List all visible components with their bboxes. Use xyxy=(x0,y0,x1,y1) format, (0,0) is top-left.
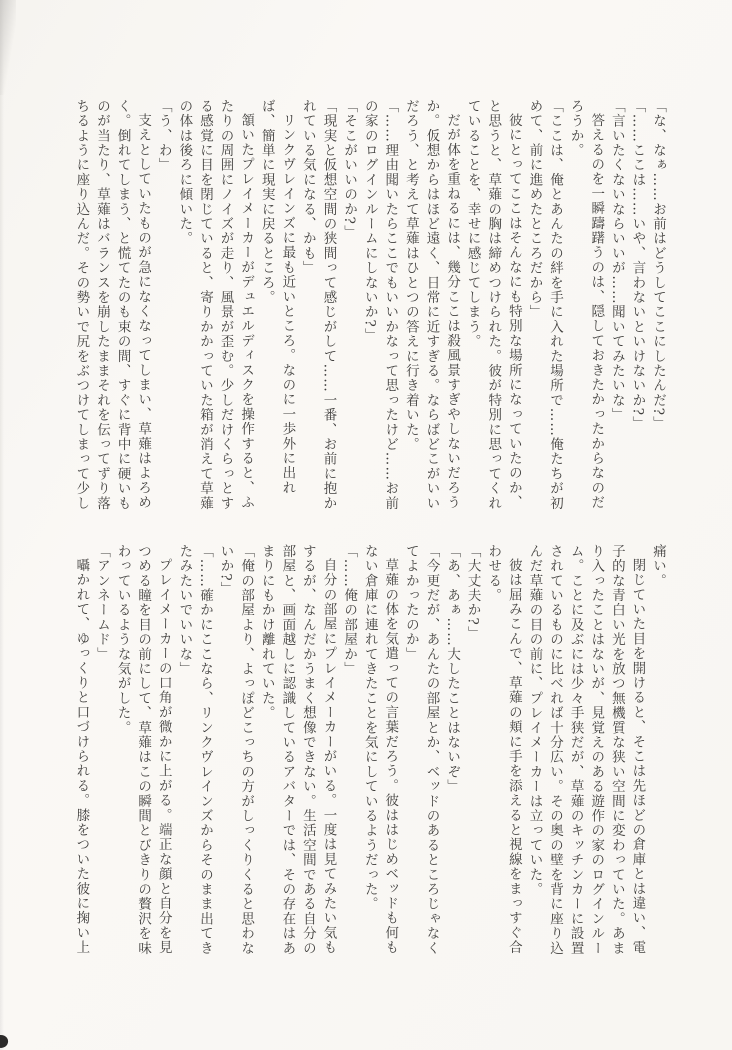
paragraph-narrative: リンクヴレインズに最も近いところ。なのに一歩外に出れば、簡単に現実に戻るところ。 xyxy=(258,99,296,495)
paragraph-dialogue: 「今更だが、あんたの部屋とか、ベッドのあるところじゃなくてよかったのか」 xyxy=(402,544,440,956)
paragraph-narrative: だが体を重ねるには、幾分ここは殺風景すぎやしないだろうか。仮想からはほど遠く、日常に近すぎる。ならばどこがいいだろう、と考えて草薙はひとつの答えに行き着いた。 xyxy=(402,99,461,511)
paragraph-dialogue: 「……俺の部屋か」 xyxy=(341,544,358,677)
paragraph-narrative: 閉じていた目を開けると、そこは先ほどの倉庫とは違い、電子的な青白い光を放つ無機質な狭い空間に変わっていた。あまり入ったことはないが、見覚えのある遊作の家のログインルーム。ことに及ぶには少々手狭だが、草薙のキッチンカーに設置されているものに比べれば十分広い。その奥の壁を背に座り込んだ草薙の目の前に、プレイメーカーは立っていた。 xyxy=(526,544,646,956)
page-number-partial-mark xyxy=(0,1034,9,1050)
paragraph-dialogue: 「大丈夫か?」 xyxy=(464,544,481,641)
paragraph-dialogue: 「言いたくないならいいが……聞いてみたいな」 xyxy=(608,99,625,423)
paragraph-narrative: 囁かれて、ゆっくりと口づけられる。膝をついた彼に掬い上 xyxy=(73,557,90,955)
paragraph-dialogue: 「……確かにここなら、リンクヴレインズからそのまま出てきたみたいでいいな」 xyxy=(176,544,213,956)
paragraph-dialogue: 「現実と仮想空間の狭間って感じがして……一番、お前に抱かれている気になる、かも」 xyxy=(299,99,337,511)
paragraph-narrative: 彼にとってここはそんなにも特別な場所になっていたのか、と思うと、草薙の胸は締めつけられた。彼が特別に思ってくれていることを、幸せに感じてしまう。 xyxy=(464,99,522,511)
paragraph-narrative: 頷いたプレイメーカーがデュエルディスクを操作すると、ふたりの周囲にノイズが走り、風景が歪む。少しだけくらっとする感覚に目を閉じていると、寄りかかっていた箱が消えて草薙の体は後ろに傾いた。 xyxy=(176,99,255,511)
scan-shadow-top-left xyxy=(0,0,16,95)
paragraph-narrative: 支えとしていたものが急になくなってしまい、草薙はよろめく。倒れてしまう、と慌てたのも束の間、すぐに背中に硬いものが当たり、草薙はバランスを崩したままそれを伝ってずり落ちるように座り込んだ。その勢いで尻をぶつけてしまって少し xyxy=(73,99,152,511)
paragraph-dialogue: 「アンネームド」 xyxy=(93,544,110,662)
paragraph-narrative: 自分の部屋にプレイメーカーがいる。一度は見てみたい気もするが、なんだかうまく想像できない。生活空間である自分の部屋と、画面越しに認識しているアバターでは、その存在はあまりにもかけ離れていた。 xyxy=(258,544,337,956)
text-block-bottom xyxy=(71,544,668,958)
paragraph-dialogue: 「……理由聞いたらここでもいいかなって思ったけど……お前の家のログインルームにしないか?」 xyxy=(361,99,399,511)
text-block-top xyxy=(71,99,668,513)
paragraph-dialogue: 「……ここは……いや、言わないといけないか?」 xyxy=(629,99,646,431)
paragraph-narrative-continued: 痛い。 xyxy=(650,544,666,589)
paragraph-dialogue: 「あ、あぁ……大したことはないぞ」 xyxy=(444,544,461,794)
paragraph-narrative: 彼は屈みこんで、草薙の頬に手を添えると視線をまっすぐ合わせる。 xyxy=(485,544,522,955)
paragraph-dialogue: 「う、わ」 xyxy=(155,99,172,173)
scan-edge-left xyxy=(0,0,4,1050)
paragraph-narrative: 草薙の体を気遣っての言葉だろう。彼ははじめベッドも何もない倉庫に連れてきたことを気にしているようだった。 xyxy=(361,544,399,955)
paragraph-narrative: 答えるのを一瞬躊躇うのは、隠しておきたかったからなのだろうか。 xyxy=(567,99,605,510)
paragraph-dialogue: 「そこがいいのか?」 xyxy=(341,99,358,240)
paragraph-dialogue: 「俺の部屋より、よっぽどこっちの方がしっくりくると思わないか?」 xyxy=(217,544,255,956)
paragraph-dialogue: 「ここは、俺とあんたの絆を手に入れた場所で……俺たちが初めて、前に進めたところだから」 xyxy=(526,99,564,511)
paragraph-narrative: プレイメーカーの口角が微かに上がる。端正な顔と自分を見つめる瞳を目の前にして、草薙はこの瞬間とびきりの贅沢を味わっているような気がした。 xyxy=(114,544,172,956)
paragraph-dialogue: 「な、なぁ……お前はどうしてここにしたんだ?」 xyxy=(650,99,666,431)
